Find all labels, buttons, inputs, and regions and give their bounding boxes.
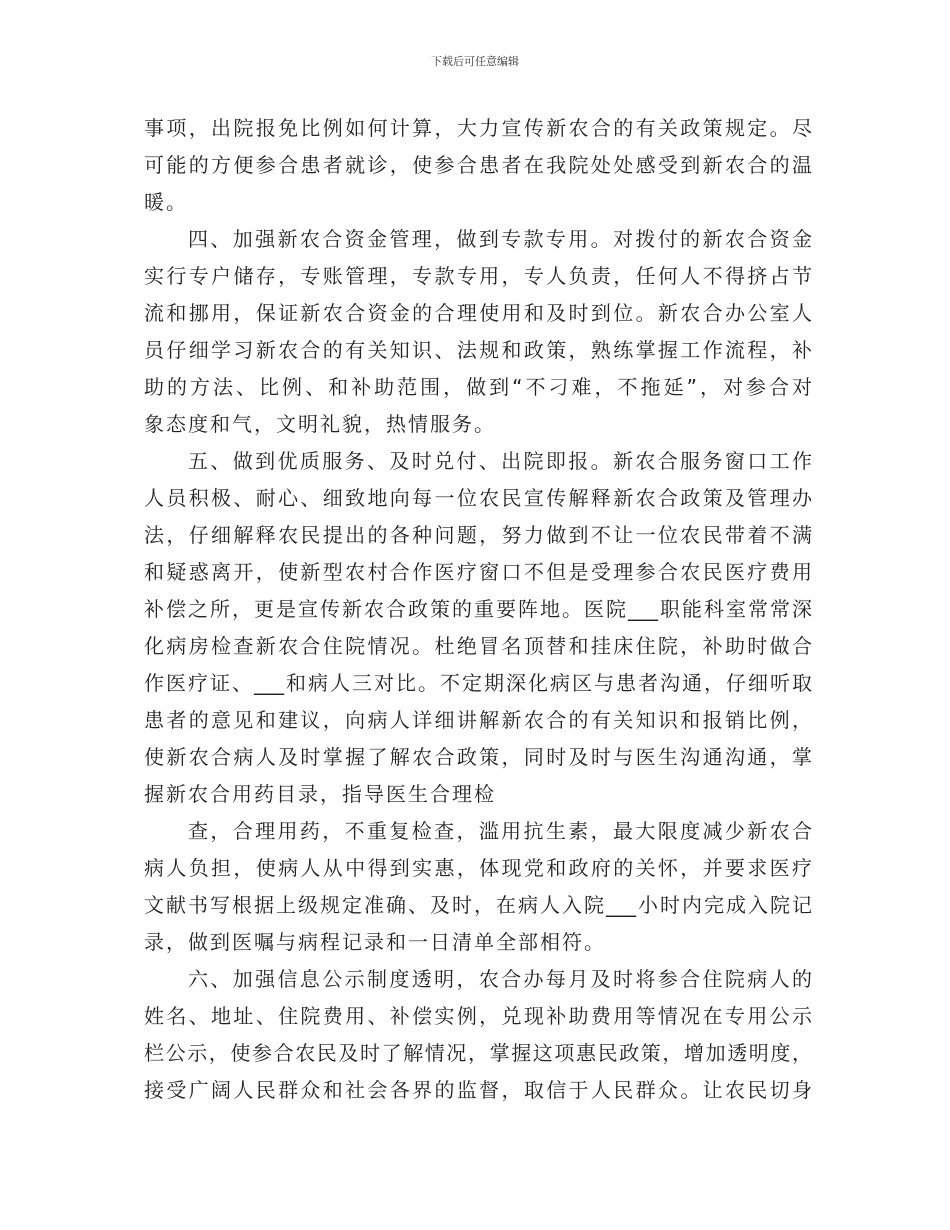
paragraph-line: 可能的方便参合患者就诊，使参合患者在我院处处感受到新农合的温 (144, 153, 812, 177)
paragraph-line: 录，做到医嘱与病程记录和一日清单全部相符。 (144, 930, 606, 954)
paragraph-line: 实行专户储存，专账管理，专款专用，专人负责，任何人不得挤占节 (144, 264, 812, 288)
paragraph-line: 人员积极、耐心、细致地向每一位农民宣传解释新农合政策及管理办 (144, 486, 812, 510)
paragraph-line: 象态度和气，文明礼貌，热情服务。 (144, 412, 496, 436)
paragraph-line: 四、加强新农合资金管理，做到专款专用。对拨付的新农合资金 (188, 227, 812, 251)
paragraph-line: 作医疗证、___和病人三对比。不定期深化病区与患者沟通，仔细听取 (144, 671, 812, 695)
paragraph-line: 握新农合用药目录，指导医生合理检 (144, 782, 496, 806)
paragraph-line: 事项，出院报免比例如何计算，大力宣传新农合的有关政策规定。尽 (144, 116, 812, 140)
paragraph-line: 姓名、地址、住院费用、补偿实例，兑现补助费用等情况在专用公示 (144, 1004, 812, 1028)
paragraph-line: 栏公示，使参合农民及时了解情况，掌握这项惠民政策，增加透明度， (144, 1041, 812, 1065)
paragraph-line: 查，合理用药，不重复检查，滥用抗生素，最大限度减少新农合 (188, 819, 812, 843)
paragraph-line: 暖。 (144, 190, 188, 214)
paragraph-line: 补偿之所，更是宣传新农合政策的重要阵地。医院___职能科室常常深 (144, 597, 812, 621)
paragraph-line: 和疑惑离开，使新型农村合作医疗窗口不但是受理参合农民医疗费用 (144, 560, 812, 584)
paragraph-line: 文献书写根据上级规定准确、及时，在病人入院___小时内完成入院记 (144, 893, 812, 917)
paragraph-line: 接受广阔人民群众和社会各界的监督，取信于人民群众。让农民切身 (144, 1078, 812, 1102)
page-header: 下载后可任意编辑 (431, 55, 519, 68)
paragraph-line: 使新农合病人及时掌握了解农合政策，同时及时与医生沟通沟通，掌 (144, 745, 812, 769)
paragraph-line: 法，仔细解释农民提出的各种问题，努力做到不让一位农民带着不满 (144, 523, 812, 547)
paragraph-line: 患者的意见和建议，向病人详细讲解新农合的有关知识和报销比例， (144, 708, 812, 732)
paragraph-line: 流和挪用，保证新农合资金的合理使用和及时到位。新农合办公室人 (144, 301, 812, 325)
paragraph-line: 病人负担，使病人从中得到实惠，体现党和政府的关怀，并要求医疗 (144, 856, 812, 880)
paragraph-line: 员仔细学习新农合的有关知识、法规和政策，熟练掌握工作流程，补 (144, 338, 812, 362)
paragraph-line: 六、加强信息公示制度透明，农合办每月及时将参合住院病人的 (188, 967, 812, 991)
paragraph-line: 化病房检查新农合住院情况。杜绝冒名顶替和挂床住院，补助时做合 (144, 634, 812, 658)
paragraph-line: 助的方法、比例、和补助范围，做到“不刁难，不拖延”，对参合对 (144, 375, 812, 399)
paragraph-line: 五、做到优质服务、及时兑付、出院即报。新农合服务窗口工作 (188, 449, 812, 473)
